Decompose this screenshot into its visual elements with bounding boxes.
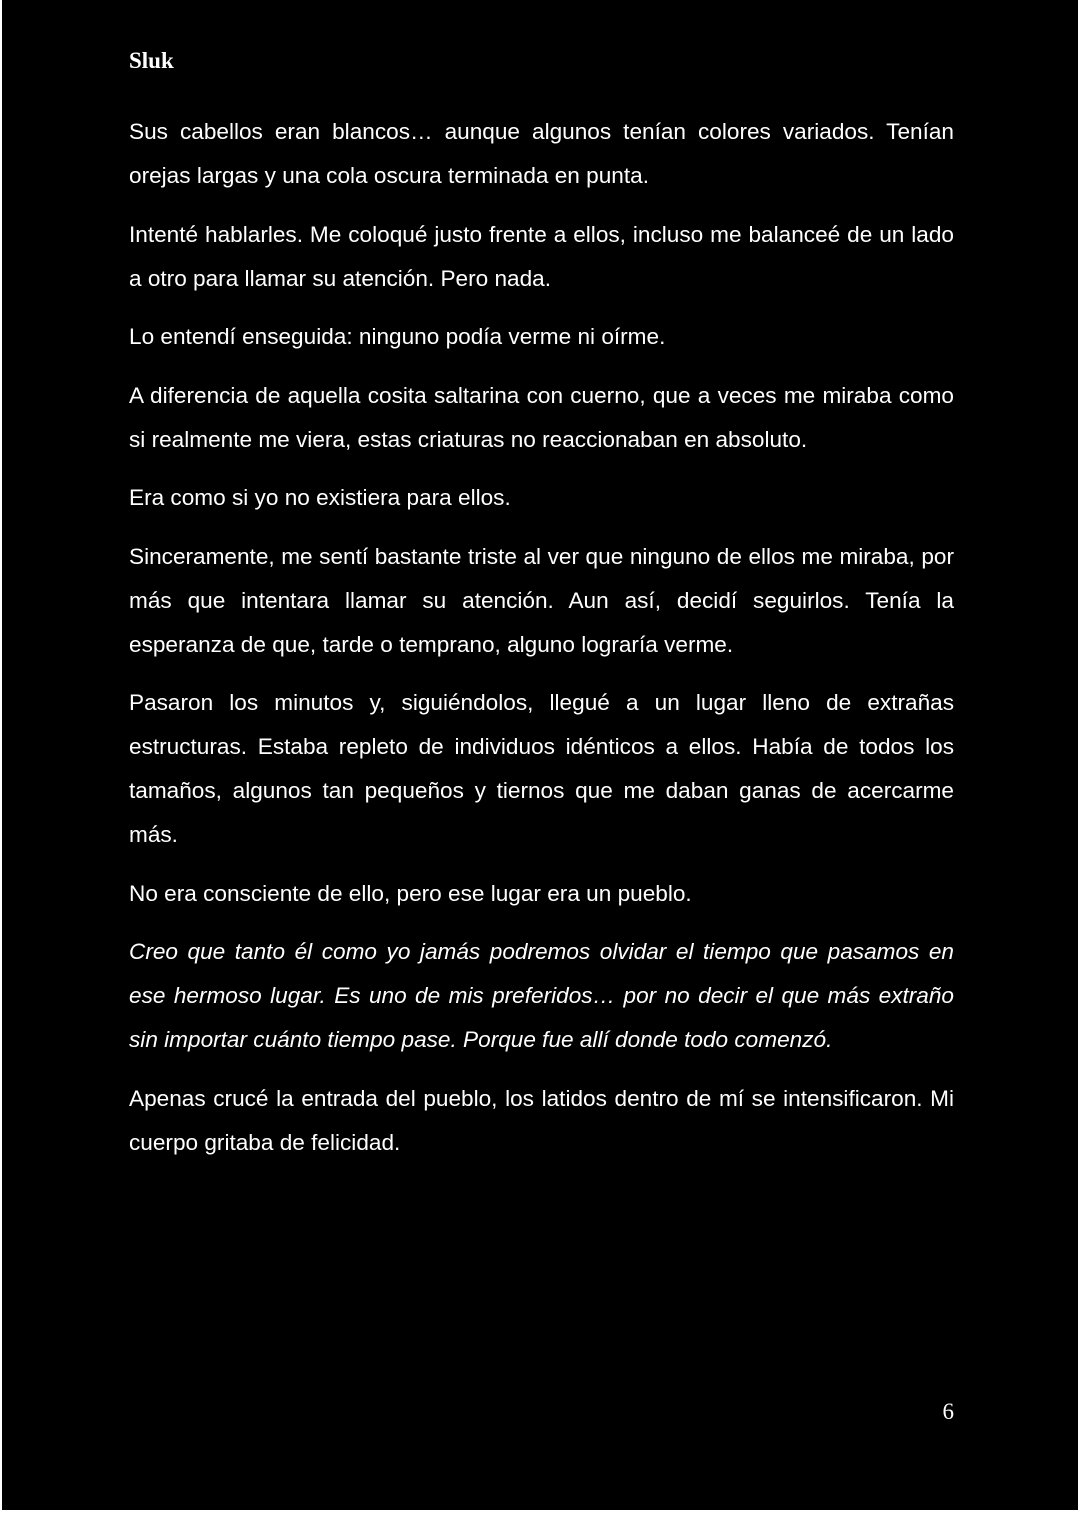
paragraph: Lo entendí enseguida: ninguno podía verme ni oírme. — [129, 324, 666, 349]
document-page — [2, 0, 1078, 1510]
italic-paragraph: Creo que tanto él como yo jamás podremos olvidar el tiempo que pasamos en ese hermoso lugar. Es uno de mis preferidos… por no decir el que más extraño sin importar cuánto tiempo pase. Porque fue allí donde todo comenzó. — [129, 939, 954, 1052]
paragraph: Intenté hablarles. Me coloqué justo frente a ellos, incluso me balanceé de un lado a otro para llamar su atención. Pero nada. — [129, 221, 954, 291]
paragraph: Pasaron los minutos y, siguiéndolos, llegué a un lugar lleno de extrañas estructuras. Estaba repleto de individuos idénticos a ellos. Había de todos los tamaños, algunos tan pequeños y tiernos que me daban ganas de acercarme más. — [129, 690, 954, 847]
paragraph: No era consciente de ello, pero ese lugar era un pueblo. — [129, 880, 692, 906]
paragraph: Sinceramente, me sentí bastante triste al ver que ninguno de ellos me miraba, por más que intentara llamar su atención. Aun así, decidí seguirlos. Tenía la esperanza de que, tarde o temprano, alguno lograría verme. — [129, 543, 954, 657]
paragraph: Apenas crucé la entrada del pueblo, los latidos dentro de mí se intensificaron. Mi cuerpo gritaba de felicidad. — [129, 1085, 954, 1155]
running-header-title: Sluk — [129, 48, 174, 73]
body-text — [129, 110, 954, 1179]
page-number: 6 — [942, 1399, 954, 1424]
paragraph: Era como si yo no existiera para ellos. — [129, 485, 511, 510]
paragraph: Sus cabellos eran blancos… aunque algunos tenían colores variados. Tenían orejas largas y una cola oscura terminada en punta. — [129, 119, 954, 188]
paragraph: A diferencia de aquella cosita saltarina con cuerno, que a veces me miraba como si realmente me viera, estas criaturas no reaccionaban en absoluto. — [129, 382, 954, 452]
